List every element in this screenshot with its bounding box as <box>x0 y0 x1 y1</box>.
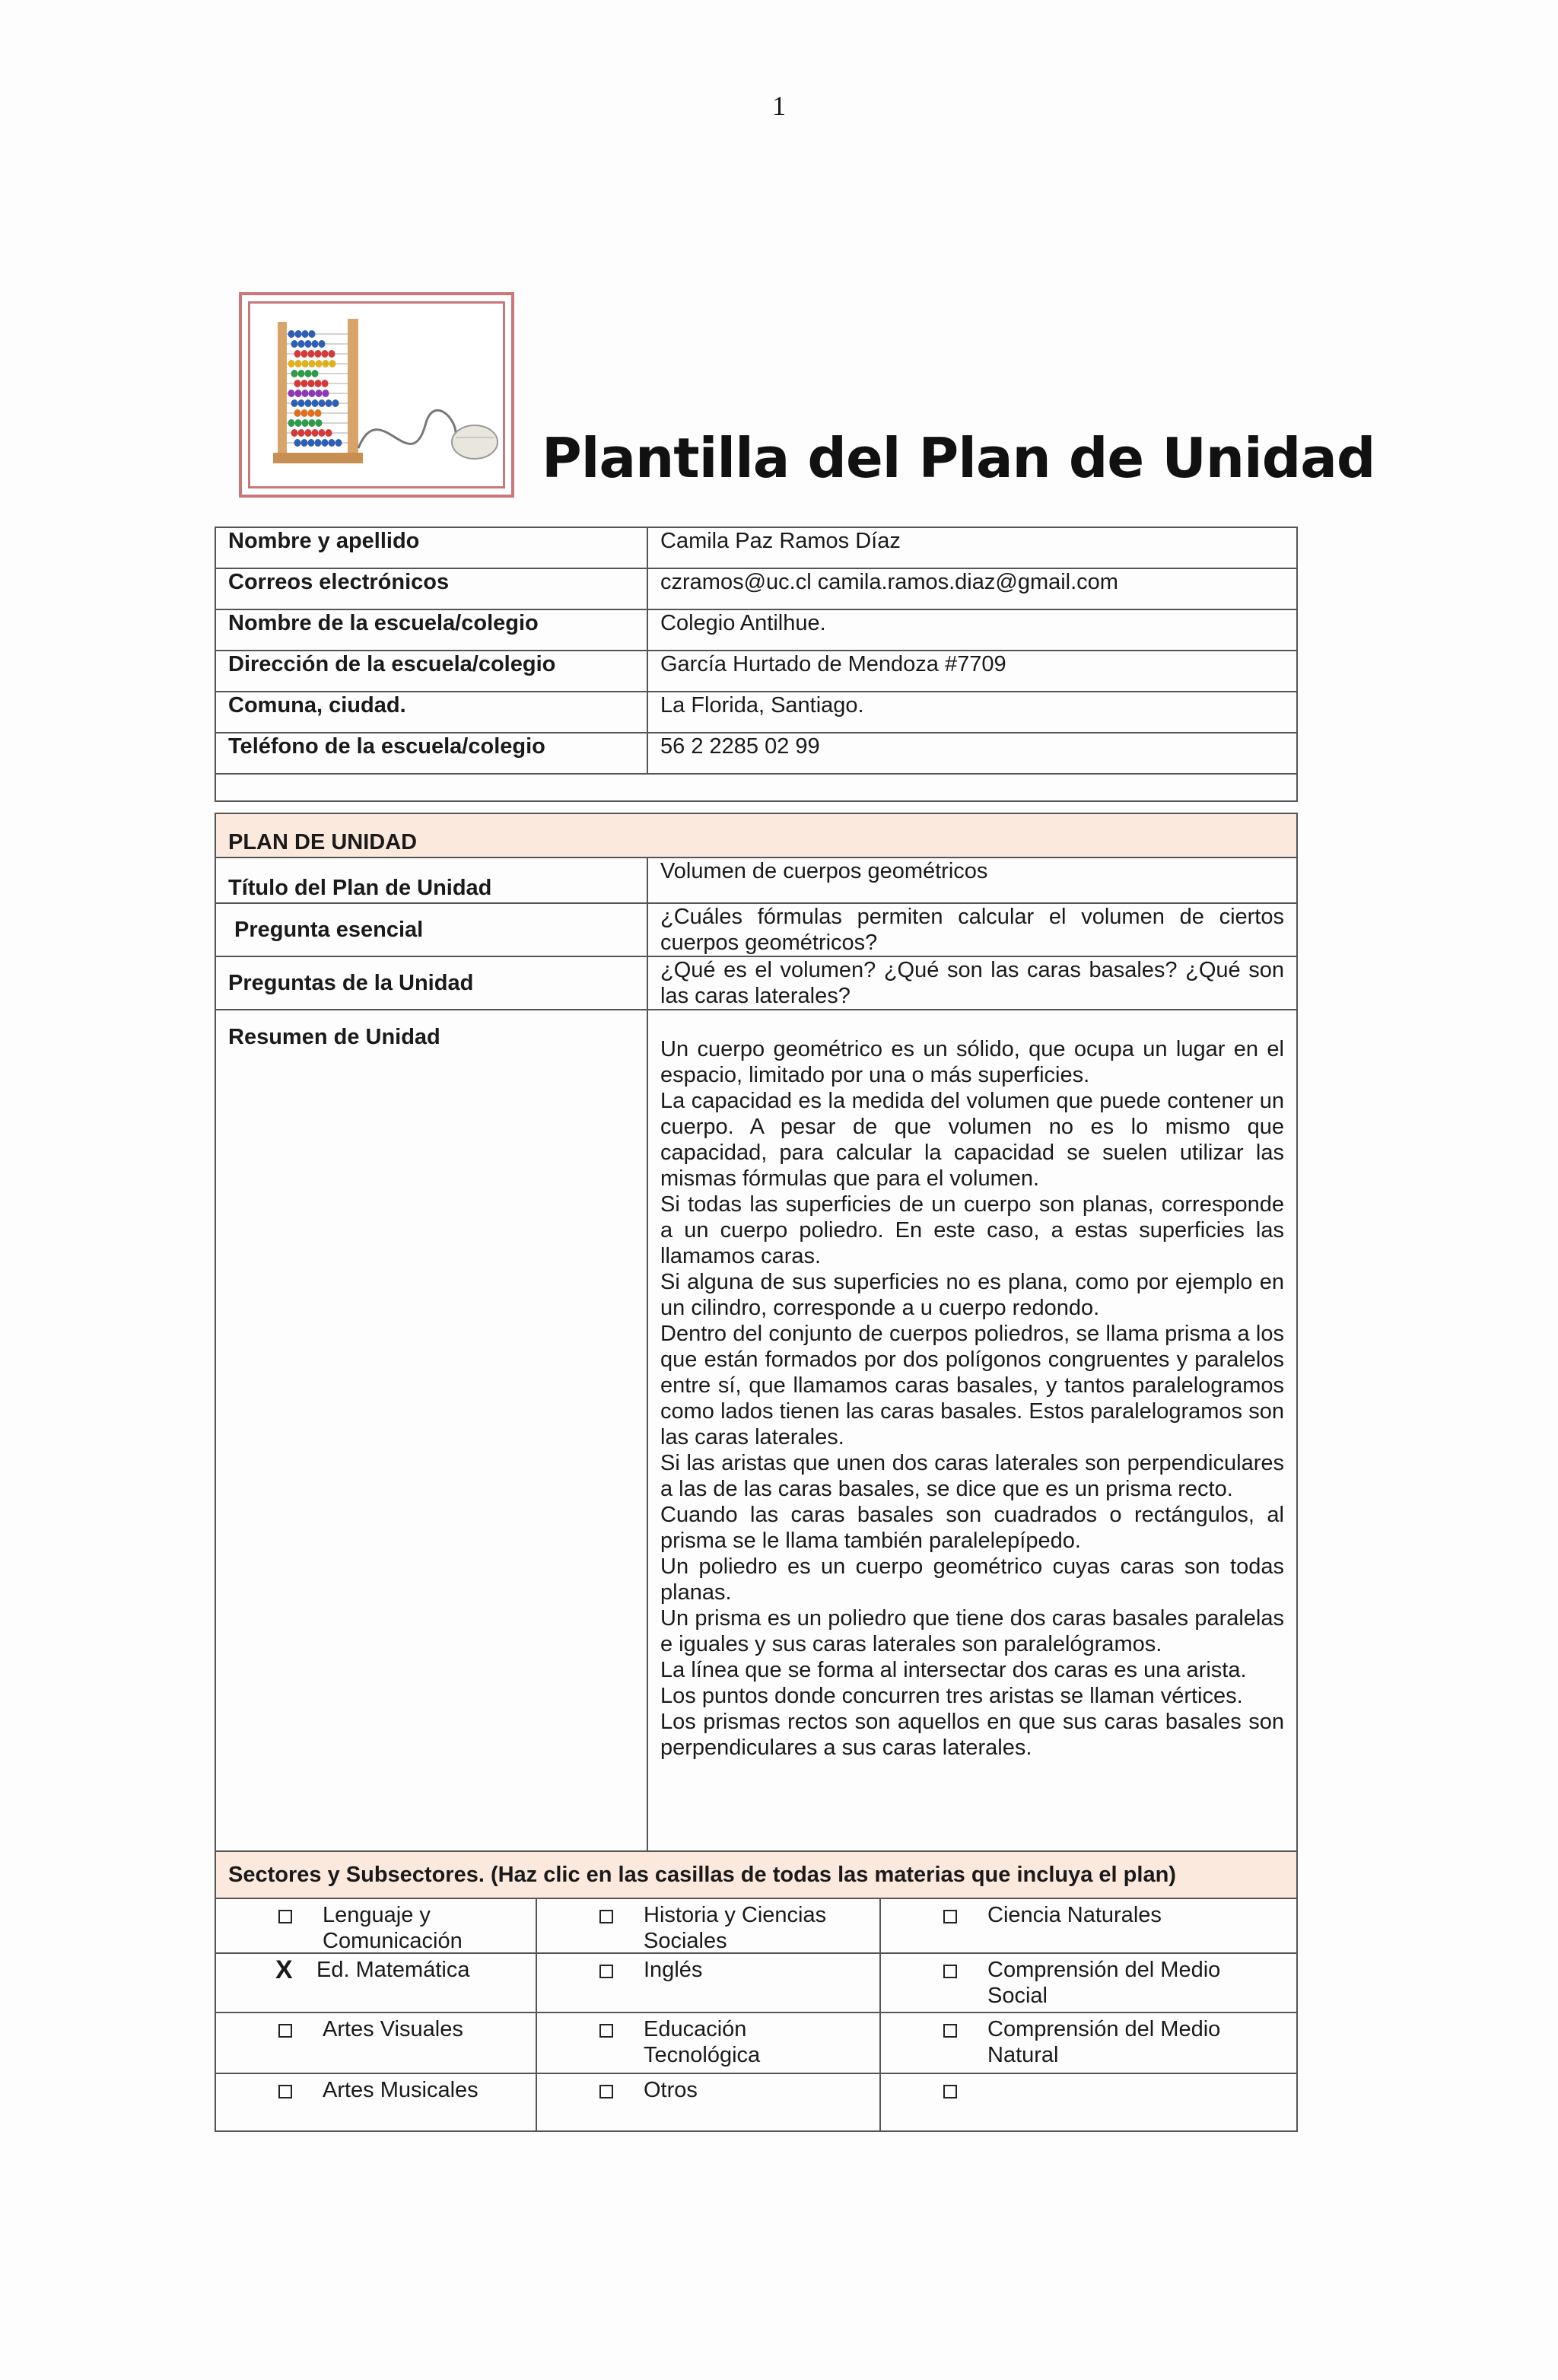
plan-row <box>215 956 1297 1010</box>
subject-label: Artes Visuales <box>323 2017 463 2041</box>
pregunta-esencial-label: Pregunta esencial <box>215 903 647 956</box>
subjects-row <box>215 2073 1297 2131</box>
info-value: Colegio Antilhue. <box>647 609 1297 651</box>
subjects-header-row <box>215 1851 1297 1898</box>
subjects-header: Sectores y Subsectores. (Haz clic en las casillas de todas las materias que incluya el plan) <box>215 1851 1297 1898</box>
subject-option-artes-musicales[interactable] <box>215 2073 536 2131</box>
subject-label: Ciencia Naturales <box>987 1903 1162 1927</box>
subject-option-ingles[interactable] <box>536 1953 880 2013</box>
pregunta-esencial-value: ¿Cuáles fórmulas permiten calcular el volumen de ciertos cuerpos geométricos? <box>647 903 1297 956</box>
checkbox[interactable] <box>278 2085 292 2098</box>
info-label: Nombre de la escuela/colegio <box>215 609 647 651</box>
page-number: 1 <box>772 91 786 121</box>
info-row <box>215 692 1297 733</box>
plan-header-row <box>215 813 1297 858</box>
resumen-value <box>647 1010 1297 1869</box>
subject-label: Lenguaje y Comunicación <box>323 1903 463 1953</box>
info-label: Nombre y apellido <box>215 527 647 568</box>
subject-label: Artes Musicales <box>323 2078 479 2102</box>
checkbox[interactable] <box>278 2024 292 2038</box>
unit-plan-table <box>215 813 1298 1870</box>
preguntas-unidad-value: ¿Qué es el volumen? ¿Qué son las caras basales? ¿Qué son las caras laterales? <box>647 956 1297 1010</box>
checkbox[interactable] <box>943 1910 957 1923</box>
checkbox[interactable] <box>278 1910 292 1923</box>
subjects-row <box>215 1898 1297 1953</box>
info-value: Camila Paz Ramos Díaz <box>647 527 1297 568</box>
spacer-cell <box>215 774 1297 801</box>
info-row <box>215 568 1297 609</box>
checkbox[interactable] <box>943 2085 957 2098</box>
subject-option-medio-natural[interactable] <box>880 2013 1297 2073</box>
resumen-paragraph: Si todas las superficies de un cuerpo son planas, corresponde a un cuerpo poliedro. En este caso, a estas superficies las llamamos caras. <box>660 1192 1284 1268</box>
plan-header: PLAN DE UNIDAD <box>215 813 1297 858</box>
resumen-paragraph: Un cuerpo geométrico es un sólido, que ocupa un lugar en el espacio, limitado por una o más superficies. <box>660 1037 1284 1087</box>
spacer-row <box>215 774 1297 801</box>
info-label: Comuna, ciudad. <box>215 692 647 733</box>
info-value: czramos@uc.cl camila.ramos.diaz@gmail.com <box>647 568 1297 609</box>
info-value: 56 2 2285 02 99 <box>647 733 1297 774</box>
resumen-paragraph: La línea que se forma al intersectar dos caras es una arista. <box>660 1658 1247 1682</box>
info-value: La Florida, Santiago. <box>647 692 1297 733</box>
info-label: Teléfono de la escuela/colegio <box>215 733 647 774</box>
subject-option-educacion-tecnologica[interactable] <box>536 2013 880 2073</box>
subject-label: Inglés <box>644 1958 703 1982</box>
checkbox[interactable] <box>599 2085 613 2098</box>
checkbox-checked[interactable]: X <box>275 1955 293 1984</box>
subject-label: Educación Tecnológica <box>644 2017 761 2067</box>
subject-label: Ed. Matemática <box>316 1958 470 1982</box>
checkbox[interactable] <box>599 1910 613 1923</box>
subjects-row <box>215 1953 1297 2013</box>
checkbox[interactable] <box>943 1965 957 1978</box>
resumen-paragraph: Si alguna de sus superficies no es plana, como por ejemplo en un cilindro, corresponde a u cuerpo redondo. <box>660 1270 1284 1320</box>
subject-label: Otros <box>644 2078 698 2102</box>
abacus-mouse-illustration <box>250 304 504 487</box>
titulo-value: Volumen de cuerpos geométricos <box>647 858 1297 903</box>
subject-option-medio-social[interactable] <box>880 1953 1297 2013</box>
subject-option-matematica[interactable] <box>215 1953 536 2013</box>
subject-label: Historia y Ciencias Sociales <box>644 1903 827 1953</box>
info-value: García Hurtado de Mendoza #7709 <box>647 651 1297 692</box>
subjects-row <box>215 2013 1297 2073</box>
subjects-table <box>215 1850 1298 2132</box>
resumen-paragraph: La capacidad es la medida del volumen que puede contener un cuerpo. A pesar de que volumen no es lo mismo que capacidad, para calcular la capacidad se suelen utilizar las mismas fórmulas que para el volumen. <box>660 1089 1284 1191</box>
page-title: Plantilla del Plan de Unidad <box>542 426 1375 490</box>
teacher-info-table <box>215 527 1298 802</box>
titulo-label: Título del Plan de Unidad <box>215 858 647 903</box>
resumen-paragraph: Un poliedro es un cuerpo geométrico cuyas caras son todas planas. <box>660 1554 1284 1605</box>
subject-option-otros[interactable] <box>536 2073 880 2131</box>
info-label: Dirección de la escuela/colegio <box>215 651 647 692</box>
info-row <box>215 651 1297 692</box>
resumen-paragraph: Dentro del conjunto de cuerpos poliedros, se llama prisma a los que están formados por dos polígonos congruentes y paralelos entre sí, que llamamos caras basales, y tantos paralelogramos como lados tienen las caras basales. Estos paralelogramos son las caras laterales. <box>660 1322 1284 1449</box>
subject-option-artes-visuales[interactable] <box>215 2013 536 2073</box>
subject-label: Comprensión del Medio Social <box>987 1958 1221 2008</box>
subject-label: Comprensión del Medio Natural <box>987 2017 1221 2067</box>
info-row <box>215 609 1297 651</box>
preguntas-unidad-label: Preguntas de la Unidad <box>215 956 647 1010</box>
subject-option-ciencia-naturales[interactable] <box>880 1898 1297 1953</box>
subject-option-empty[interactable] <box>880 2073 1297 2131</box>
checkbox[interactable] <box>599 2024 613 2038</box>
plan-row <box>215 858 1297 903</box>
info-row <box>215 733 1297 774</box>
plan-row <box>215 1010 1297 1869</box>
abacus-logo <box>239 292 514 498</box>
resumen-paragraph: Si las aristas que unen dos caras laterales son perpendiculares a las de las caras basales, se dice que es un prisma recto. <box>660 1451 1284 1501</box>
resumen-paragraph: Los prismas rectos son aquellos en que sus caras basales son perpendiculares a sus caras laterales. <box>660 1710 1284 1760</box>
resumen-paragraph: Cuando las caras basales son cuadrados o rectángulos, al prisma se le llama también paralelepípedo. <box>660 1503 1284 1553</box>
checkbox[interactable] <box>943 2024 957 2038</box>
resumen-label: Resumen de Unidad <box>215 1010 647 1869</box>
resumen-paragraph: Los puntos donde concurren tres aristas se llaman vértices. <box>660 1684 1243 1708</box>
subject-option-historia[interactable] <box>536 1898 880 1953</box>
subject-option-lenguaje[interactable] <box>215 1898 536 1953</box>
resumen-paragraph: Un prisma es un poliedro que tiene dos caras basales paralelas e iguales y sus caras laterales son paralelógramos. <box>660 1606 1284 1656</box>
info-row <box>215 527 1297 568</box>
checkbox[interactable] <box>599 1965 613 1978</box>
plan-row <box>215 903 1297 956</box>
info-label: Correos electrónicos <box>215 568 647 609</box>
